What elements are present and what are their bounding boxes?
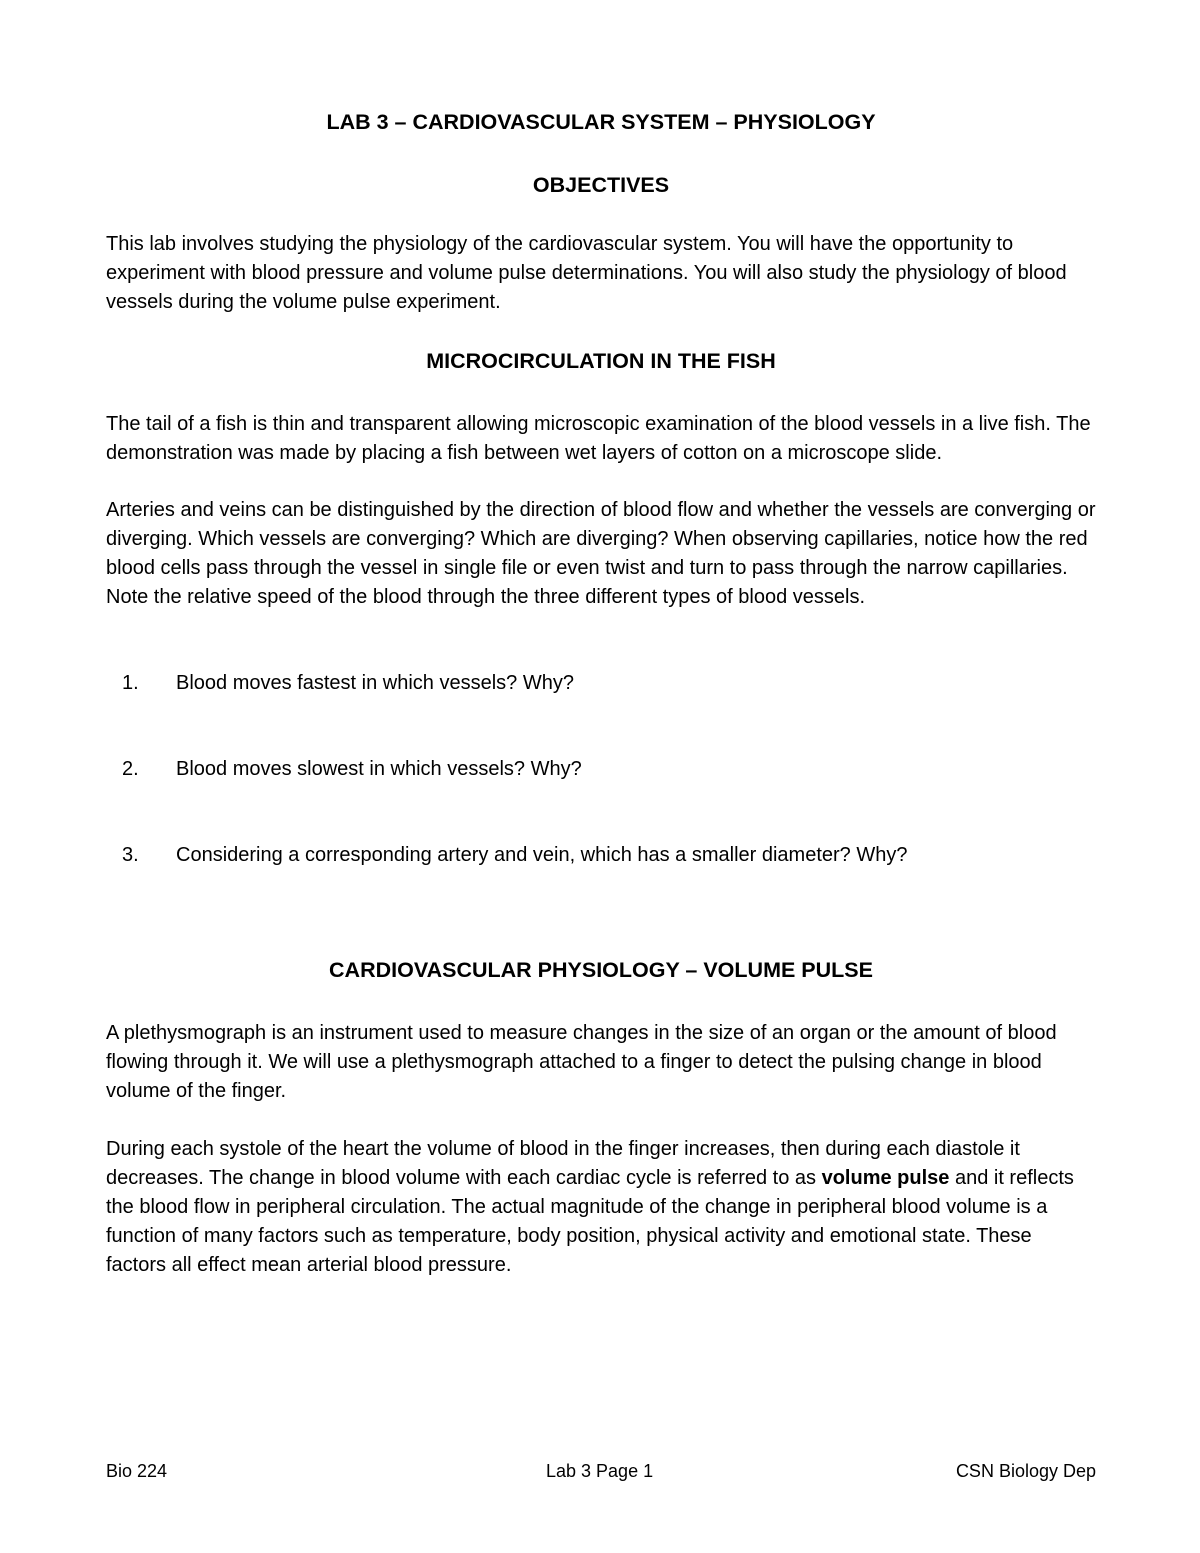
document-body: [106, 108, 1096, 1280]
paragraph-text-after: and it reflects the blood flow in peripheral circulation. The actual magnitude of the change in peripheral blood volume is a function of many factors such as temperature, body position, physical activity and emotional state. These factors all effect mean arterial blood pressure.: [106, 1167, 1074, 1276]
footer-page-number: Lab 3 Page 1: [546, 1461, 654, 1481]
question-text: Blood moves slowest in which vessels? Why?: [176, 758, 582, 780]
microcirculation-paragraph-1: The tail of a fish is thin and transparent allowing microscopic examination of the blood vessels in a live fish. The demonstration was made by placing a fish between wet layers of cotton on a microscope slide.: [106, 413, 1091, 464]
objectives-heading: OBJECTIVES: [532, 173, 670, 197]
footer-course: Bio 224: [106, 1461, 168, 1481]
objectives-paragraph: This lab involves studying the physiology of the cardiovascular system. You will have the opportunity to experiment with blood pressure and volume pulse determinations. You will also study the physiology of blood vessels during the volume pulse experiment.: [106, 233, 1067, 313]
volume-pulse-paragraph-1: A plethysmograph is an instrument used to measure changes in the size of an organ or the amount of blood flowing through it. We will use a plethysmograph attached to a finger to detect the pulsing change in blood volume of the finger.: [106, 1022, 1057, 1102]
question-number: 2.: [122, 758, 139, 780]
volume-pulse-paragraph-2: [106, 1135, 1096, 1280]
volume-pulse-term: volume pulse: [821, 1167, 950, 1189]
paragraph-text-before: During each systole of the heart the volume of blood in the finger increases, then during each diastole it decreases. The change in blood volume with each cardiac cycle is referred to as: [106, 1138, 1020, 1189]
question-number: 1.: [122, 672, 139, 694]
question-item: [106, 755, 1096, 784]
volume-pulse-heading: CARDIOVASCULAR PHYSIOLOGY – VOLUME PULSE: [329, 958, 873, 982]
page-title: LAB 3 – CARDIOVASCULAR SYSTEM – PHYSIOLOGY: [326, 110, 876, 134]
question-text: Blood moves fastest in which vessels? Why?: [176, 672, 574, 694]
question-item: [106, 841, 1096, 870]
footer-department: CSN Biology Dep: [955, 1461, 1096, 1481]
question-text: Considering a corresponding artery and vein, which has a smaller diameter? Why?: [176, 844, 908, 866]
question-item: [106, 669, 1096, 698]
microcirculation-paragraph-2: Arteries and veins can be distinguished by the direction of blood flow and whether the vessels are converging or diverging. Which vessels are converging? Which are diverging? When observing capillaries, notice how the red blood cells pass through the vessel in single file or even twist and turn to pass through the narrow capillaries. Note the relative speed of the blood through the three different types of blood vessels.: [106, 499, 1096, 608]
microcirculation-heading: MICROCIRCULATION IN THE FISH: [426, 349, 776, 373]
question-number: 3.: [122, 844, 139, 866]
